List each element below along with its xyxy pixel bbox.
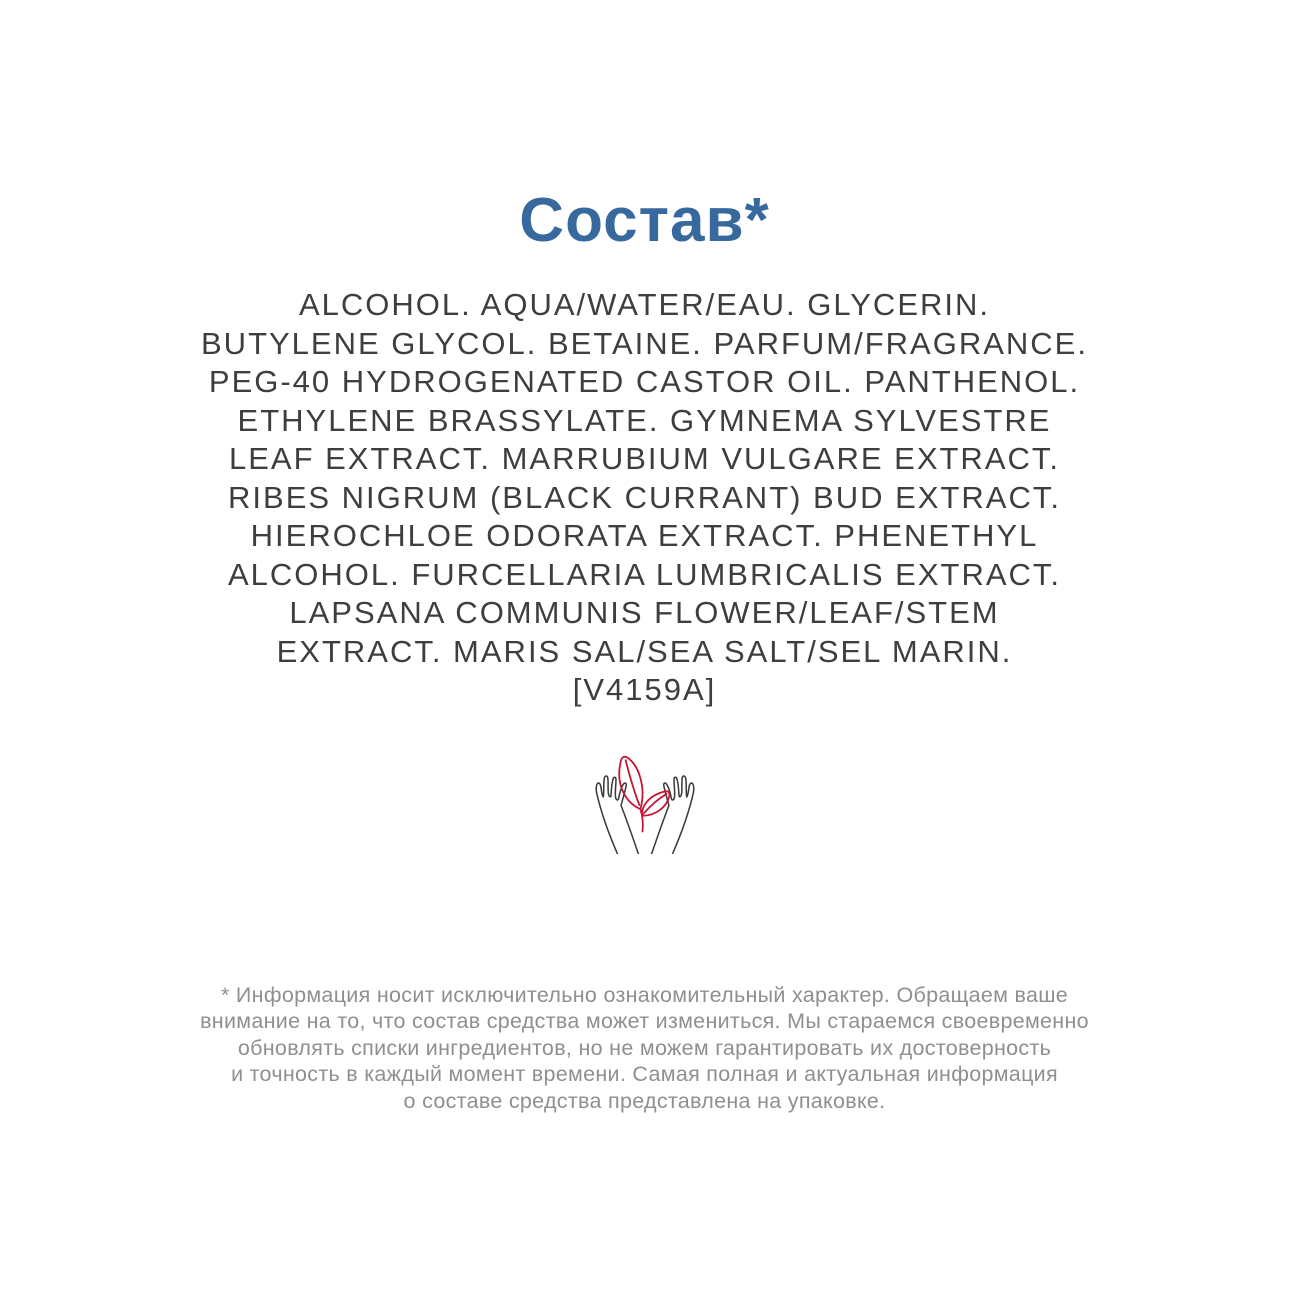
right-hand-outline: [651, 775, 693, 853]
footnote-line: и точность в каждый момент времени. Самая полная и актуальная информация: [231, 1062, 1058, 1086]
ingredients-line: BUTYLENE GLYCOL. BETAINE. PARFUM/FRAGRANCE.: [201, 325, 1088, 361]
footnote-line: обновлять списки ингредиентов, но не можем гарантировать их достоверность: [237, 1035, 1052, 1060]
footnote-line: внимание на то, что состав средства может измениться. Мы стараемся своевременно: [200, 1009, 1089, 1033]
ingredients-line: LAPSANA COMMUNIS FLOWER/LEAF/STEM: [289, 595, 1000, 630]
ingredients-panel: [0, 188, 1289, 1289]
ingredients-line: PEG-40 HYDROGENATED CASTOR OIL. PANTHENOL.: [208, 364, 1081, 399]
footnote: [0, 982, 1289, 1115]
ingredients-line: RIBES NIGRUM (BLACK CURRANT) BUD EXTRACT.: [228, 479, 1061, 515]
ingredients-line: EXTRACT. MARIS SAL/SEA SALT/SEL MARIN.: [276, 633, 1013, 669]
footnote-line: о составе средства представлена на упаковке.: [403, 1088, 886, 1113]
ingredients-line: HIEROCHLOE ODORATA EXTRACT. PHENETHYL: [250, 518, 1039, 553]
left-hand-outline: [596, 775, 638, 853]
ingredients-list: [0, 286, 1289, 710]
ingredients-line: ETHYLENE BRASSYLATE. GYMNEMA SYLVESTRE: [237, 402, 1052, 438]
batch-code: [V4159A]: [572, 672, 717, 707]
ingredients-line: LEAF EXTRACT. MARRUBIUM VULGARE EXTRACT.: [228, 441, 1060, 476]
section-title: Состав*: [519, 186, 770, 255]
ingredients-line: ALCOHOL. AQUA/WATER/EAU. GLYCERIN.: [299, 287, 990, 322]
footnote-line: * Информация носит исключительно ознакомительный характер. Обращаем ваше: [220, 982, 1069, 1007]
ingredients-line: ALCOHOL. FURCELLARIA LUMBRICALIS EXTRACT.: [227, 556, 1062, 592]
hands-holding-plant-icon: [0, 754, 1289, 854]
hands-plant-svg: [589, 754, 701, 854]
